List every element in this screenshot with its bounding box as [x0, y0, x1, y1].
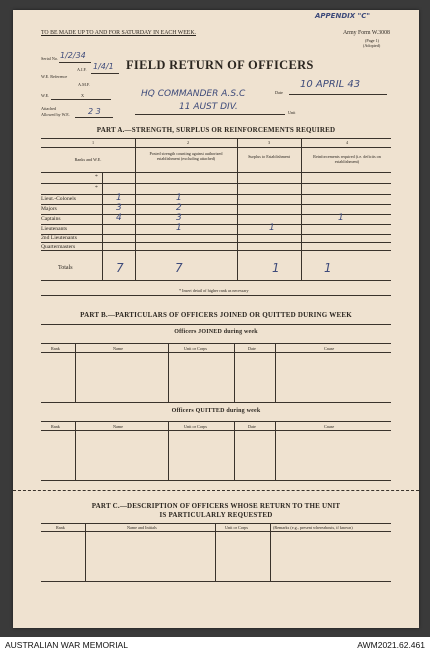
rank-label-quartermasters: Quartermasters: [41, 244, 76, 250]
col-num-4: 4: [345, 140, 349, 145]
star-mark-1: *: [95, 174, 98, 180]
form-page: [13, 10, 419, 628]
rank-label-2nd-lieutenants: 2nd Lieutenants: [41, 235, 77, 241]
form-title: FIELD RETURN OF OFFICERS: [126, 58, 314, 72]
we-x-label: X: [81, 93, 85, 98]
date-value: 10 APRIL 43: [300, 79, 361, 90]
col-head-ranks: Ranks and W.E.: [74, 157, 102, 162]
adopted-note: (Adopted): [363, 43, 381, 48]
quitted-col-name: Name: [113, 424, 123, 429]
partc-col-remarks: (Remarks (e.g., present whereabouts, if known): [273, 525, 353, 530]
allowed-value: 2 3: [88, 107, 101, 116]
we-label: W.E.: [41, 93, 50, 98]
joined-title: Officers JOINED during week: [174, 329, 258, 335]
quitted-col-date: Date: [248, 424, 256, 429]
reinf-captains: 1: [338, 213, 344, 223]
col-num-3: 3: [267, 140, 271, 145]
joined-col-unit: Unit or Corps: [184, 346, 208, 351]
posted-lieutenants: 1: [176, 223, 182, 233]
part-b-title: PART B.—PARTICULARS OF OFFICERS JOINED OR QUITTED DURING WEEK: [80, 311, 352, 319]
surplus-lieutenants: 1: [269, 223, 275, 233]
joined-col-cause: Cause: [324, 346, 335, 351]
partc-col-rank: Rank: [56, 525, 65, 530]
quitted-col-cause: Cause: [324, 424, 335, 429]
archive-footer: [0, 637, 430, 653]
col-num-1: 1: [91, 140, 95, 145]
we-reference-label: W.E. Reference: [41, 74, 68, 79]
part-c-title-line2: IS PARTICULARLY REQUESTED: [159, 511, 273, 519]
joined-col-rank: Rank: [51, 346, 60, 351]
date-label: Date: [275, 90, 283, 95]
part-a-title: PART A.—STRENGTH, SURPLUS OR REINFORCEMENTS REQUIRED: [96, 126, 336, 134]
we-lt-colonels: 1: [116, 193, 122, 203]
we-majors: 3: [116, 203, 122, 213]
quitted-title: Officers QUITTED during week: [171, 408, 261, 414]
footer-source: AUSTRALIAN WAR MEMORIAL: [5, 640, 128, 650]
rank-label-lt-colonels: Lieut.-Colonels: [41, 196, 76, 202]
serial-label: Serial No.: [41, 56, 58, 61]
totals-label: Totals: [58, 265, 73, 271]
total-surplus: 1: [272, 261, 280, 275]
partc-col-name: Name and Initials: [127, 525, 157, 530]
posted-captains: 3: [176, 213, 182, 223]
col-head-reinforcements: Reinforcements required (i.e. deficits on establishment): [313, 154, 381, 164]
page-note: (Page 1): [365, 38, 380, 43]
col-head-posted: Posted strength counting against authorized establishment (excluding attached): [149, 151, 223, 161]
star-mark-2: *: [95, 185, 98, 191]
unit-value-line2: 11 AUST DIV.: [179, 102, 238, 112]
total-we: 7: [116, 261, 124, 275]
unit-value-line1: HQ COMMANDER A.S.C: [141, 89, 246, 99]
perforation-line: [13, 490, 419, 491]
attached-label: Attached: [41, 106, 57, 111]
partc-col-unit: Unit or Corps: [225, 525, 249, 530]
rank-label-majors: Majors: [41, 206, 57, 212]
col-num-2: 2: [186, 140, 190, 145]
total-reinf: 1: [324, 261, 332, 275]
rank-label-lieutenants: Lieutenants: [41, 226, 68, 232]
total-posted: 7: [175, 261, 183, 275]
joined-col-date: Date: [248, 346, 256, 351]
posted-majors: 2: [176, 203, 182, 213]
col-head-surplus: Surplus to Establishment: [248, 154, 290, 159]
part-c-title-line1: PART C.—DESCRIPTION OF OFFICERS WHOSE RETURN TO THE UNIT: [91, 502, 341, 510]
allowed-label: Allowed by W.E.: [41, 112, 70, 117]
footer-accession: AWM2021.62.461: [357, 640, 425, 650]
joined-col-name: Name: [113, 346, 123, 351]
amf-label: A.M.F.: [78, 82, 90, 87]
aif-label: A.I.F.: [77, 67, 87, 72]
we-captains: 4: [116, 213, 122, 223]
appendix-note: APPENDIX "C": [315, 12, 370, 20]
posted-lt-colonels: 1: [176, 193, 182, 203]
form-number: Army Form W.3008: [343, 30, 390, 36]
quitted-col-rank: Rank: [51, 424, 60, 429]
unit-label: Unit: [288, 110, 296, 115]
serial-value: 1/2/34: [60, 51, 86, 60]
aif-value: 1/4/1: [93, 62, 114, 71]
quitted-col-unit: Unit or Corps: [184, 424, 208, 429]
part-a-footnote: * Insert detail of higher rank as necessary: [179, 288, 249, 293]
rank-label-captains: Captains: [41, 216, 61, 222]
instruction-text: TO BE MADE UP TO AND FOR SATURDAY IN EACH WEEK.: [41, 30, 196, 36]
